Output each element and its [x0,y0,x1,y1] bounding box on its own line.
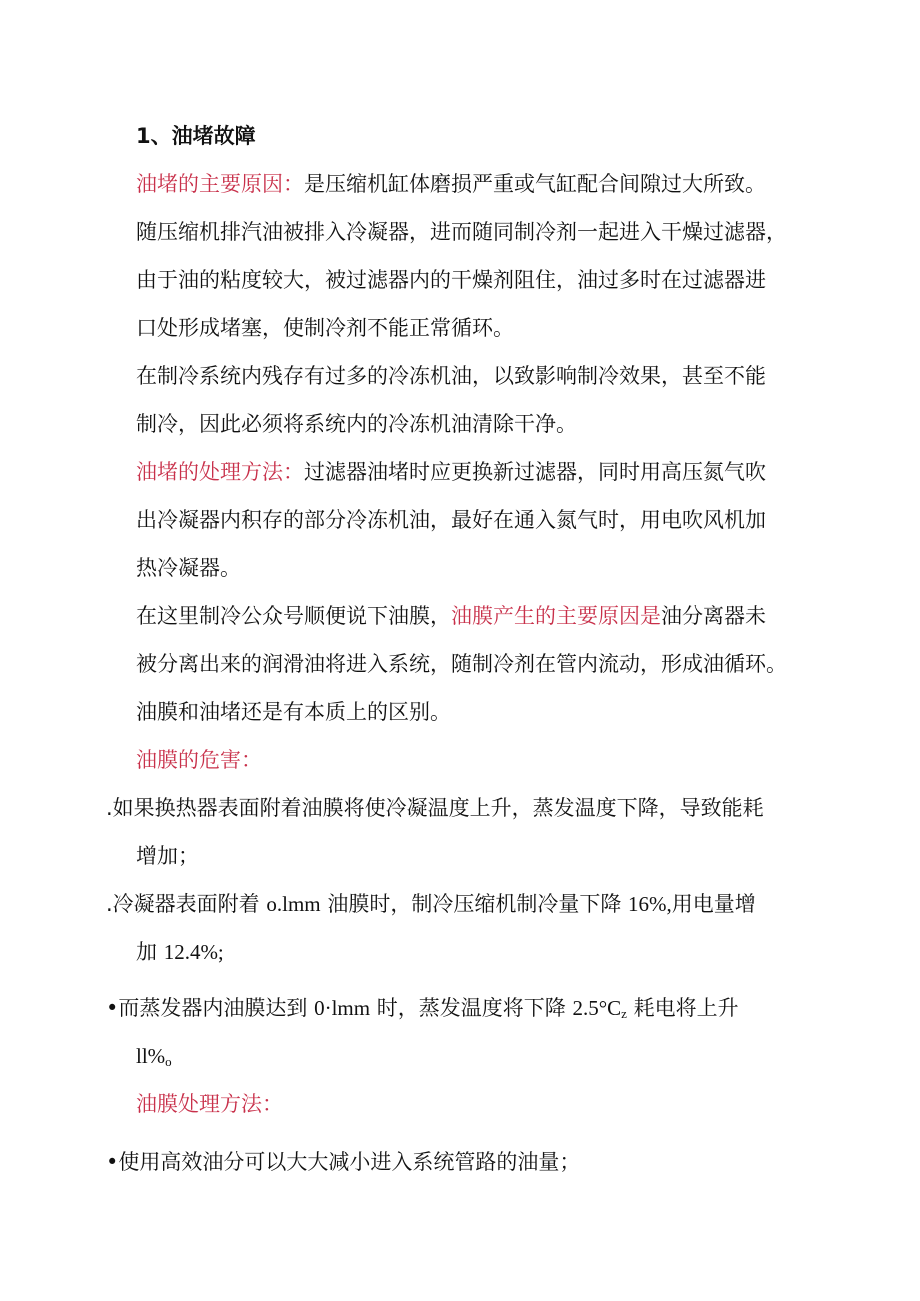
paragraph-4-line-3: 油膜和油堵还是有本质上的区别。 [136,700,451,724]
bullet-2-text-b: 油膜时，制冷压缩机制冷量下降 [327,892,622,916]
bullet-1-line-1: .如果换热器表面附着油膜将使冷凝温度上升，蒸发温度下降，导致能耗 [106,796,764,820]
oil-film-harm-heading: 油膜的危害： [136,748,262,772]
paragraph-3-text: 过滤器油堵时应更换新过滤器，同时用高压氮气吹 [304,460,766,484]
bullet-2-thickness: o.lmm [266,892,321,916]
section-title: 1、油堵故障 [136,124,256,148]
bullet-2-line-1 [106,890,756,918]
paragraph-1-line-1 [136,170,766,198]
bullet-4-line-1: •使用高效油分可以大大减小进入系统管路的油量； [106,1150,581,1174]
bullet-3-subscript-2: o [165,1054,172,1069]
bullet-3-line-2 [136,1042,172,1076]
oil-film-method-heading: 油膜处理方法： [136,1092,283,1116]
bullet-2-cooling-drop: 16%, [628,892,672,916]
bullet-2-text-a: .冷凝器表面附着 [106,892,260,916]
bullet-3-text-b: 时，蒸发温度将下降 [376,996,566,1020]
paragraph-2-line-2: 制冷，因此必须将系统内的冷冻机油清除干净。 [136,412,577,436]
paragraph-3-line-1 [136,458,766,486]
oil-blockage-cause-label: 油堵的主要原因： [136,172,304,196]
paragraph-1-line-3: 由于油的粘度较大，被过滤器内的干燥剂阻住，油过多时在过滤器进 [136,268,766,292]
oil-film-cause-label: 油膜产生的主要原因是 [451,604,661,628]
bullet-3-text-a: •而蒸发器内油膜达到 [106,996,308,1020]
oil-blockage-method-label: 油堵的处理方法： [136,460,304,484]
bullet-3-line-1 [106,994,739,1028]
paragraph-4-line-1 [136,602,766,630]
paragraph-1-line-2: 随压缩机排汽油被排入冷凝器，进而随同制冷剂一起进入干燥过滤器， [136,220,787,244]
bullet-3-subscript: z [621,1006,627,1021]
bullet-2-power-increase: 12.4%; [163,940,224,964]
paragraph-4-text-b: 油分离器未 [661,604,766,628]
paragraph-1-line-4: 口处形成堵塞，使制冷剂不能正常循环。 [136,316,514,340]
paragraph-3-line-2: 出冷凝器内积存的部分冷冻机油，最好在通入氮气时，用电吹风机加 [136,508,766,532]
bullet-2-text-c: 用电量增 [671,892,756,916]
bullet-2-text-d: 加 [136,940,157,964]
paragraph-2-line-1: 在制冷系统内残存有过多的冷冻机油，以致影响制冷效果，甚至不能 [136,364,766,388]
bullet-3-thickness: 0·lmm [314,996,371,1020]
paragraph-3-line-3: 热冷凝器。 [136,556,241,580]
paragraph-4-text-a: 在这里制冷公众号顺便说下油膜， [136,604,451,628]
bullet-1-line-2: 增加； [136,844,199,868]
paragraph-1-text: 是压缩机缸体磨损严重或气缸配合间隙过大所致。 [304,172,766,196]
bullet-2-line-2 [136,938,224,966]
bullet-3-text-c: 耗电将上升 [633,996,739,1020]
paragraph-4-line-2: 被分离出来的润滑油将进入系统，随制冷剂在管内流动，形成油循环。 [136,652,787,676]
bullet-3-temp-drop: 2.5°C [572,996,622,1020]
bullet-3-power-increase: ll% [136,1044,166,1068]
